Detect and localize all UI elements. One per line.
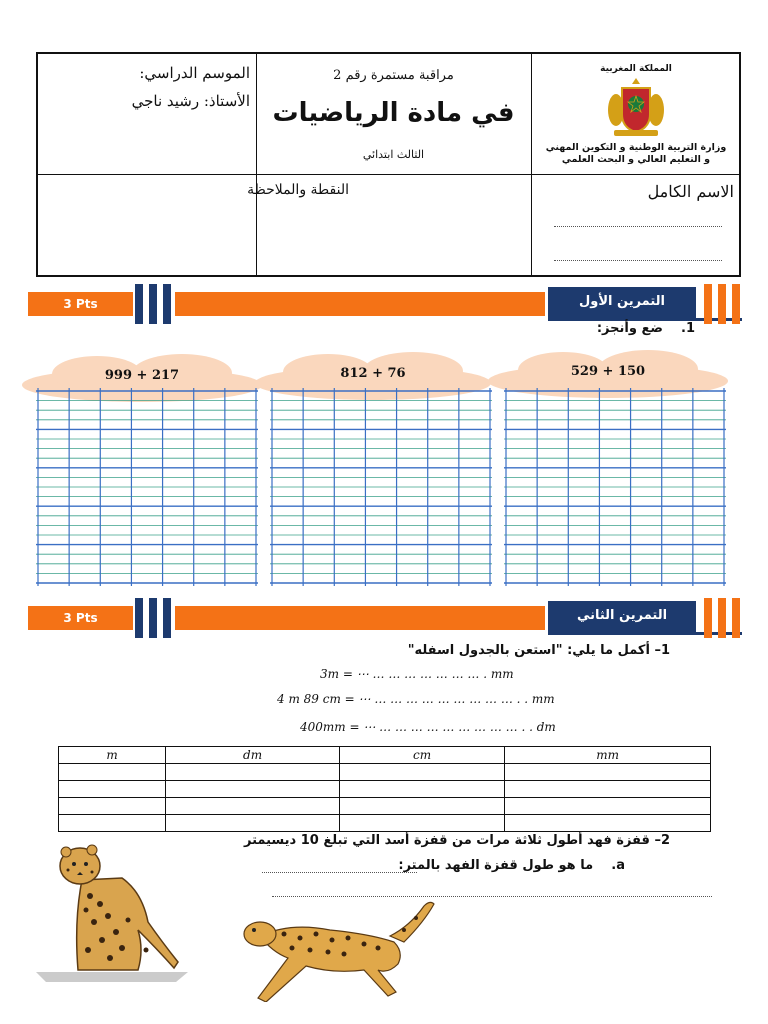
exercise2-stripe <box>135 598 143 638</box>
grade-level: الثالث ابتدائي <box>362 148 425 161</box>
units-cell[interactable] <box>59 781 166 798</box>
exercise2-stripe-orange <box>704 598 712 638</box>
calculation-grid-3[interactable] <box>36 388 258 586</box>
question-2a-text: ما هو طول قفزة الفهد بالمتر: <box>398 858 594 873</box>
ministry-line-2: و التعليم العالي و البحث العلمي <box>561 154 711 165</box>
operation-3: 999 + 217 <box>104 368 180 383</box>
grade-notes-label: النقطة والملاحظة <box>247 182 349 198</box>
exercise2-question-1: 1– أكمل ما يلي: "استعن بالجدول اسفله" <box>407 643 670 658</box>
units-cell[interactable] <box>166 781 340 798</box>
exam-header <box>36 52 741 277</box>
units-table-row <box>59 815 711 832</box>
exercise2-stripe <box>163 598 171 638</box>
units-table-row <box>59 798 711 815</box>
exercise2-stripe-orange <box>732 598 740 638</box>
leopard-sitting-illustration <box>36 840 188 982</box>
units-header-cm: cm <box>339 747 504 764</box>
coat-of-arms-emblem <box>604 76 668 138</box>
exercise2-bar <box>175 606 545 630</box>
conversion-equation-3[interactable]: 400mm = ⋯ … … … … … … … … … . . dm <box>300 720 556 734</box>
exercise1-stripe <box>135 284 143 324</box>
units-cell[interactable] <box>339 815 504 832</box>
exercise1-stripe <box>149 284 157 324</box>
exercise2-question-2: 2– قفزة فهد أطول ثلاثة مرات من قفزة أسد التي تبلغ 10 ديسيمتر <box>244 833 670 848</box>
teacher-line <box>44 92 250 110</box>
exercise1-bar <box>175 292 545 316</box>
header-divider-horizontal <box>38 174 739 175</box>
units-header-dm: dm <box>166 747 340 764</box>
exam-title: مراقبة مستمرة رقم 2 <box>333 68 454 83</box>
conversion-equation-1[interactable]: 3m = ⋯ … … … … … … … . mm <box>320 667 514 681</box>
kingdom-name: المملكة المغربية <box>600 64 672 74</box>
operation-2: 812 + 76 <box>340 366 406 381</box>
units-cell[interactable] <box>505 815 711 832</box>
exercise2-title: التمرين الثاني <box>548 601 696 635</box>
exercise1-stripe <box>163 284 171 324</box>
units-cell[interactable] <box>166 798 340 815</box>
exercise1-instruction <box>520 321 695 336</box>
exercise2-points-badge: 3 Pts <box>28 606 133 630</box>
exercise2-stripe <box>149 598 157 638</box>
instruction-text: ضع وأنجز: <box>596 321 663 336</box>
exercise1-title: التمرين الأول <box>548 287 696 321</box>
units-cell[interactable] <box>339 798 504 815</box>
units-cell[interactable] <box>166 815 340 832</box>
exercise1-points-badge: 3 Pts <box>28 292 133 316</box>
subject-title: في مادة الرياضيات <box>272 98 515 128</box>
calculation-grid-2[interactable] <box>270 388 492 586</box>
answer-line-1[interactable] <box>262 872 417 873</box>
instruction-number: 1. <box>681 321 695 336</box>
units-table-row <box>59 781 711 798</box>
units-cell[interactable] <box>59 764 166 781</box>
full-name-label: الاسم الكامل <box>647 182 734 201</box>
school-year-label: الموسم الدراسي: <box>139 64 250 82</box>
units-header-mm: mm <box>505 747 711 764</box>
ministry-line-1: وزارة التربية الوطنية و التكوين المهني <box>545 142 727 153</box>
units-cell[interactable] <box>339 781 504 798</box>
units-cell[interactable] <box>505 764 711 781</box>
exercise1-stripe-orange <box>732 284 740 324</box>
ministry-name <box>531 142 741 166</box>
name-line-1[interactable] <box>554 226 722 227</box>
cheetah-running-illustration <box>240 896 452 1002</box>
units-cell[interactable] <box>505 798 711 815</box>
question-2a-marker: a. <box>611 858 625 873</box>
calculation-grid-1[interactable] <box>504 388 726 586</box>
units-table-row <box>59 764 711 781</box>
teacher-label: الأستاذ: <box>203 92 250 110</box>
units-table-header-row <box>59 747 711 764</box>
exercise2-question-2a <box>398 858 625 873</box>
exercise1-stripe-orange <box>704 284 712 324</box>
units-table <box>58 746 711 832</box>
header-divider-left <box>256 54 257 275</box>
units-cell[interactable] <box>59 798 166 815</box>
exercise1-stripe-orange <box>718 284 726 324</box>
units-cell[interactable] <box>166 764 340 781</box>
conversion-equation-2[interactable]: 4 m 89 cm = ⋯ … … … … … … … … … . . mm <box>277 692 555 706</box>
units-cell[interactable] <box>59 815 166 832</box>
exercise2-stripe-orange <box>718 598 726 638</box>
units-cell[interactable] <box>505 781 711 798</box>
units-cell[interactable] <box>339 764 504 781</box>
units-header-m: m <box>59 747 166 764</box>
name-line-2[interactable] <box>554 260 722 261</box>
operation-1: 529 + 150 <box>570 364 646 379</box>
teacher-name: رشيد ناجي <box>131 92 200 110</box>
